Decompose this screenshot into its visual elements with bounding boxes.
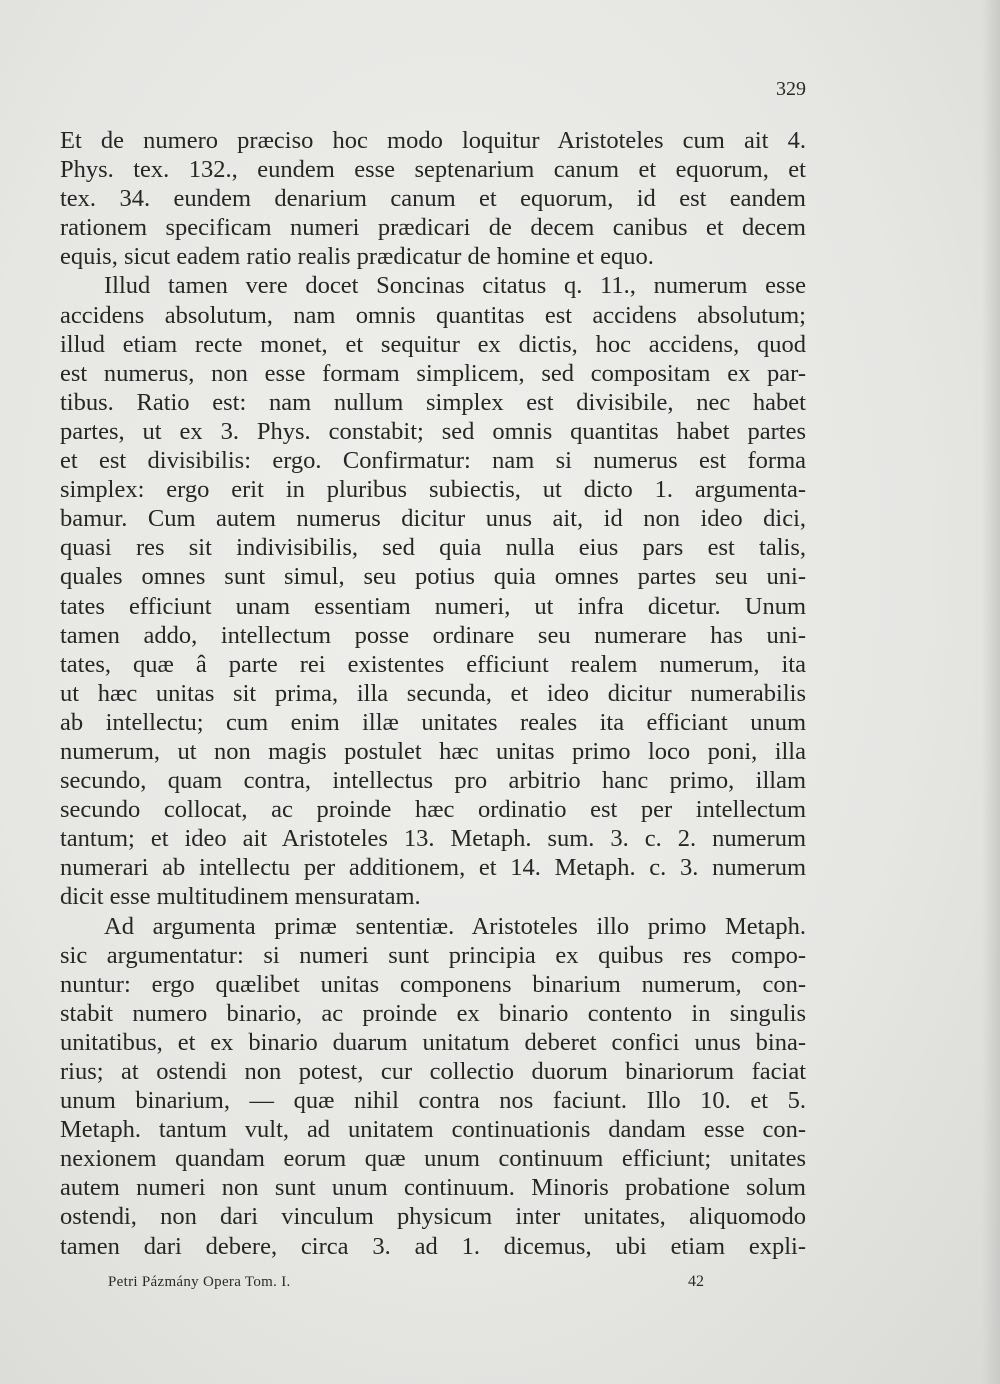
text-line: autem numeri non sunt unum continuum. Minoris probatione solum: [60, 1174, 806, 1202]
text-line: stabit numero binario, ac proinde ex binario contento in singulis: [60, 999, 806, 1027]
text-line: tibus. Ratio est: nam nullum simplex est divisibile, nec habet: [60, 388, 806, 416]
text-line: secundo, quam contra, intellectus pro arbitrio hanc primo, illam: [60, 767, 806, 795]
text-line: ab intellectu; cum enim illæ unitates reales ita efficiant unum: [60, 708, 806, 736]
text-line: unum binarium, — quæ nihil contra nos faciunt. Illo 10. et 5.: [60, 1087, 806, 1115]
text-line: rius; at ostendi non potest, cur collectio duorum binariorum faciat: [60, 1058, 806, 1085]
text-line: bamur. Cum autem numerus dicitur unus ait, id non ideo dici,: [60, 505, 806, 533]
text-line: Illud tamen vere docet Soncinas citatus q. 11., numerum esse: [104, 272, 806, 300]
text-line: nexionem quandam eorum quæ unum continuum efficiunt; unitates: [60, 1145, 806, 1173]
text-line: et est divisibilis: ergo. Confirmatur: nam si numerus est forma: [60, 447, 806, 475]
footer-sheet-number: 42: [688, 1273, 704, 1290]
text-line: Phys. tex. 132., eundem esse septenarium canum et equorum, et: [60, 156, 806, 184]
text-line: equis, sicut eadem ratio realis prædicatur de homine et equo.: [60, 243, 654, 271]
text-line: quales omnes sunt simul, seu potius quia omnes partes seu uni-: [60, 563, 806, 591]
text-line: est numerus, non esse formam simplicem, sed compositam ex par-: [60, 359, 806, 387]
body-text: [60, 126, 806, 1261]
text-line: nuntur: ergo quælibet unitas componens binarium numerum, con-: [60, 970, 806, 998]
text-line: illud etiam recte monet, et sequitur ex dictis, hoc accidens, quod: [60, 330, 806, 358]
text-line: tamen addo, intellectum posse ordinare seu numerare has uni-: [60, 621, 806, 649]
text-line: secundo collocat, ac proinde hæc ordinatio est per intellectum: [60, 796, 806, 824]
text-line: unitatibus, et ex binario duarum unitatum deberet confici unus bina-: [60, 1028, 806, 1056]
text-line: tamen dari debere, circa 3. ad 1. dicemus, ubi etiam expli-: [60, 1232, 806, 1260]
text-line: simplex: ergo erit in pluribus subiectis, ut dicto 1. argumenta-: [60, 476, 806, 504]
text-line: Ad argumenta primæ sententiæ. Aristoteles illo primo Metaph.: [104, 912, 806, 940]
text-line: partes, ut ex 3. Phys. constabit; sed omnis quantitas habet partes: [60, 417, 806, 445]
footer-signature: Petri Pázmány Opera Tom. I.: [108, 1274, 291, 1290]
text-line: numerari ab intellectu per additionem, et 14. Metaph. c. 3. numerum: [60, 854, 806, 882]
text-line: tates efficiunt unam essentiam numeri, ut infra dicetur. Unum: [60, 592, 806, 620]
text-line: Et de numero præciso hoc modo loquitur Aristoteles cum ait 4.: [60, 127, 806, 154]
text-line: quasi res sit indivisibilis, sed quia nulla eius pars est talis,: [60, 534, 806, 562]
text-line: rationem specificam numeri prædicari de decem canibus et decem: [60, 214, 806, 242]
text-line: dicit esse multitudinem mensuratam.: [60, 883, 421, 911]
page-number: 329: [776, 78, 806, 100]
text-line: sic argumentatur: si numeri sunt principia ex quibus res compo-: [60, 941, 806, 969]
page-edge-shadow: [982, 0, 1000, 1384]
text-line: Metaph. tantum vult, ad unitatem continuationis dandam esse con-: [60, 1116, 806, 1144]
text-line: accidens absolutum, nam omnis quantitas est accidens absolutum;: [60, 301, 806, 329]
text-line: tex. 34. eundem denarium canum et equorum, id est eandem: [60, 185, 806, 213]
text-line: numerum, ut non magis postulet hæc unitas primo loco poni, illa: [60, 737, 806, 765]
text-line: ostendi, non dari vinculum physicum inter unitates, aliquomodo: [60, 1203, 806, 1231]
text-line: tantum; et ideo ait Aristoteles 13. Metaph. sum. 3. c. 2. numerum: [60, 825, 806, 853]
text-line: tates, quæ â parte rei existentes efficiunt realem numerum, ita: [60, 650, 806, 678]
text-line: ut hæc unitas sit prima, illa secunda, et ideo dicitur numerabilis: [60, 679, 806, 707]
